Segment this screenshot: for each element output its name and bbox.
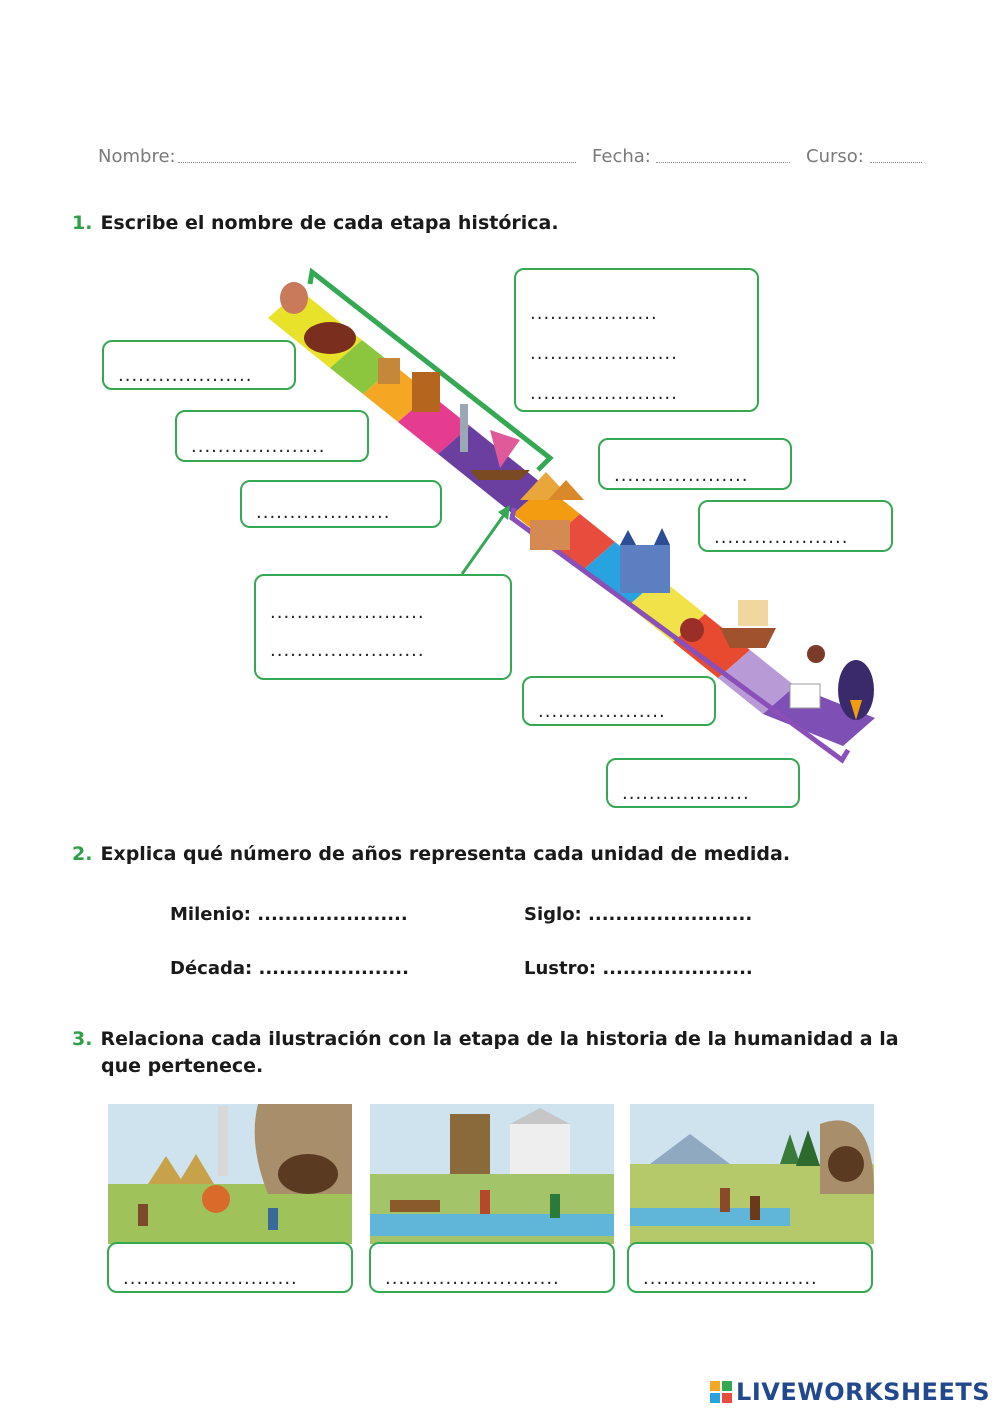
stone-tool-icon (280, 282, 308, 314)
question-2-text: Explica qué número de años representa cada unidad de medida. (100, 843, 791, 865)
unit-lustro: Lustro: ...................... (524, 958, 753, 979)
unit-decada: Década: ...................... (170, 958, 409, 979)
answer-box-prehistory-history[interactable]: ....................... ....................... (254, 574, 512, 680)
answer-box-1[interactable]: .................... (102, 340, 296, 390)
loom-icon (412, 372, 440, 412)
answer-box-illustration-1[interactable]: .......................... (107, 1242, 353, 1293)
question-3-number: 3. (72, 1028, 93, 1050)
course-label: Curso: (806, 146, 864, 167)
ballot-box-icon (790, 684, 820, 708)
question-3 (72, 1026, 899, 1080)
answer-box-illustration-2[interactable]: .......................... (369, 1242, 615, 1293)
answer-box-7[interactable]: ................... (606, 758, 800, 808)
unit-siglo: Siglo: ........................ (524, 904, 753, 925)
question-2 (72, 843, 790, 865)
siglo-answer[interactable]: ........................ (588, 904, 753, 925)
answer-box-6[interactable]: ................... (522, 676, 716, 726)
boat-icon (470, 470, 530, 480)
illustration-neolithic (108, 1104, 352, 1244)
farmer-icon (378, 358, 400, 384)
question-1-text: Escribe el nombre de cada etapa histórica. (100, 212, 559, 234)
name-line (178, 162, 576, 163)
date-label: Fecha: (592, 146, 651, 167)
question-3-text-line2: que pertenece. (101, 1055, 264, 1077)
illustration-metal-age (370, 1104, 614, 1244)
name-label: Nombre: (98, 146, 176, 167)
explorer-icon (680, 618, 704, 642)
answer-box-contemporary[interactable]: ................... ...................... ...................... (514, 268, 759, 412)
answer-box-2[interactable]: .................... (175, 410, 369, 462)
milenio-answer[interactable]: ...................... (257, 904, 408, 925)
arrow-head-icon (498, 505, 510, 520)
castle-icon (620, 545, 670, 593)
colosseum-icon (530, 520, 570, 550)
question-1-number: 1. (72, 212, 93, 234)
arrow-line (462, 512, 506, 574)
question-2-number: 2. (72, 843, 93, 865)
answer-box-4[interactable]: .................... (598, 438, 792, 490)
answer-box-5[interactable]: .................... (698, 500, 893, 552)
sword-icon (460, 404, 468, 452)
brand-text: LIVEWORKSHEETS (736, 1378, 990, 1406)
question-3-text-line1: Relaciona cada ilustración con la etapa de la historia de la humanidad a la (100, 1028, 899, 1050)
answer-box-3[interactable]: .................... (240, 480, 442, 528)
course-line (870, 162, 922, 163)
lustro-answer[interactable]: ...................... (602, 958, 753, 979)
answer-box-illustration-3[interactable]: .......................... (627, 1242, 873, 1293)
liveworksheets-logo-icon (710, 1381, 732, 1403)
voter-icon (807, 645, 825, 663)
bison-icon (304, 322, 356, 354)
decada-answer[interactable]: ...................... (258, 958, 409, 979)
illustration-paleolithic (630, 1104, 874, 1244)
unit-milenio: Milenio: ...................... (170, 904, 408, 925)
date-line (656, 162, 790, 163)
question-1 (72, 212, 559, 234)
liveworksheets-logo (710, 1378, 990, 1406)
